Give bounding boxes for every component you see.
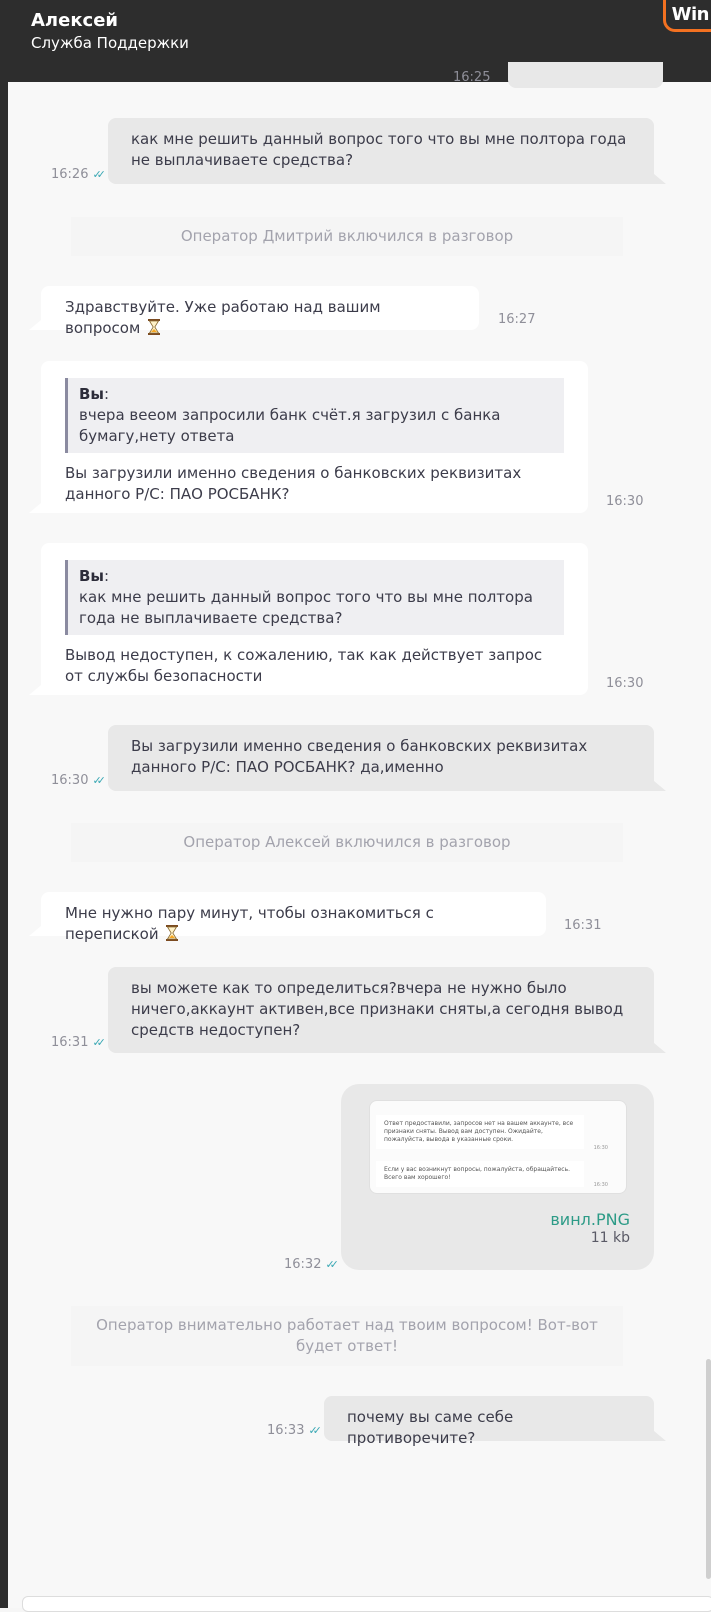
- chat-history[interactable]: [8, 70, 711, 1608]
- read-check-icon: ✓✓: [325, 1258, 334, 1271]
- read-check-icon: ✓✓: [92, 774, 101, 787]
- thumb-time: 16:30: [593, 1182, 608, 1188]
- message-time: 16:30 ✓✓: [51, 773, 101, 788]
- outgoing-message: [108, 118, 654, 184]
- incoming-message: [41, 543, 588, 695]
- system-notice: Оператор Дмитрий включился в разговор: [71, 217, 623, 256]
- message-time: 16:30: [606, 676, 644, 691]
- message-text: Вы загрузили именно сведения о банковских реквизитах данного Р/С: ПАО РОСБАНК? да,именно: [131, 737, 588, 776]
- message-text: Мне нужно пару минут, чтобы ознакомиться с перепиской: [65, 904, 434, 943]
- system-notice: Оператор Алексей включился в разговор: [71, 823, 623, 862]
- attachment-file-name[interactable]: винл.PNG: [550, 1210, 630, 1229]
- agent-name: Алексей: [31, 10, 119, 31]
- message-text: Вывод недоступен, к сожалению, так как действует запрос от службы безопасности: [65, 646, 543, 685]
- message-time: 16:27: [498, 312, 536, 327]
- logo-text: Win: [671, 4, 709, 25]
- quoted-message: Вы: вчера вееом запросили банк счёт.я загрузил с банка бумагу,нету ответа: [65, 378, 564, 453]
- quoted-message: Вы: как мне решить данный вопрос того что вы мне полтора года не выплачиваете средства?: [65, 560, 564, 635]
- message-input[interactable]: [22, 1596, 711, 1612]
- cut-off-message-bubble: [508, 62, 663, 88]
- outgoing-message: [108, 967, 654, 1053]
- read-check-icon: ✓✓: [92, 168, 101, 181]
- thumb-message: Если у вас возникнут вопросы, пожалуйста, обращайтесь. Всего вам хорошего!: [376, 1161, 584, 1187]
- outgoing-message: [108, 725, 654, 791]
- agent-subtitle: Служба Поддержки: [31, 34, 189, 52]
- message-text: почему вы саме себе противоречите?: [347, 1408, 514, 1447]
- read-check-icon: ✓✓: [92, 1036, 101, 1049]
- message-text: Вы загрузили именно сведения о банковских реквизитах данного Р/С: ПАО РОСБАНК?: [65, 464, 522, 503]
- message-time: 16:26 ✓✓: [51, 167, 101, 182]
- brand-logo: [663, 0, 711, 32]
- read-check-icon: ✓✓: [308, 1424, 317, 1437]
- thumb-time: 16:30: [593, 1145, 608, 1151]
- outgoing-message: [324, 1396, 654, 1447]
- incoming-message: [41, 286, 479, 337]
- message-time: 16:33 ✓✓: [267, 1423, 317, 1438]
- message-text: вы можете как то определиться?вчера не нужно было ничего,аккаунт активен,все признаки сняты,а сегодня вывод средств недоступен?: [131, 979, 624, 1039]
- quote-text: вчера вееом запросили банк счёт.я загрузил с банка бумагу,нету ответа: [79, 406, 501, 445]
- quote-text: как мне решить данный вопрос того что вы мне полтора года не выплачиваете средства?: [79, 588, 533, 627]
- system-notice: Оператор внимательно работает над твоим вопросом! Вот-вот будет ответ!: [71, 1306, 623, 1366]
- incoming-message: [41, 892, 546, 943]
- message-time: 16:30: [606, 494, 644, 509]
- attachment-message[interactable]: [341, 1084, 654, 1270]
- hourglass-icon: [166, 925, 178, 941]
- attachment-thumbnail[interactable]: [369, 1100, 627, 1194]
- chat-scrollbar[interactable]: [706, 1359, 711, 1579]
- attachment-file-size: 11 kb: [590, 1230, 630, 1246]
- hourglass-icon: [148, 319, 160, 335]
- window-left-edge: [0, 0, 8, 1608]
- quote-author: Вы: [79, 385, 104, 403]
- message-time: 16:31: [564, 918, 602, 933]
- message-time: 16:31 ✓✓: [51, 1035, 101, 1050]
- thumb-message: Ответ предоставили, запросов нет на вашем аккаунте, все признаки сняты. Вывод вам доступен. Ожидайте, пожалуйста, вывода в указанные сроки.: [376, 1115, 584, 1149]
- message-time: 16:32 ✓✓: [284, 1257, 334, 1272]
- message-time: 16:25: [453, 70, 491, 85]
- quote-author: Вы: [79, 567, 104, 585]
- message-text: как мне решить данный вопрос того что вы мне полтора года не выплачиваете средства?: [131, 130, 627, 169]
- incoming-message: [41, 361, 588, 513]
- message-text: Здравствуйте. Уже работаю над вашим вопросом: [65, 298, 381, 337]
